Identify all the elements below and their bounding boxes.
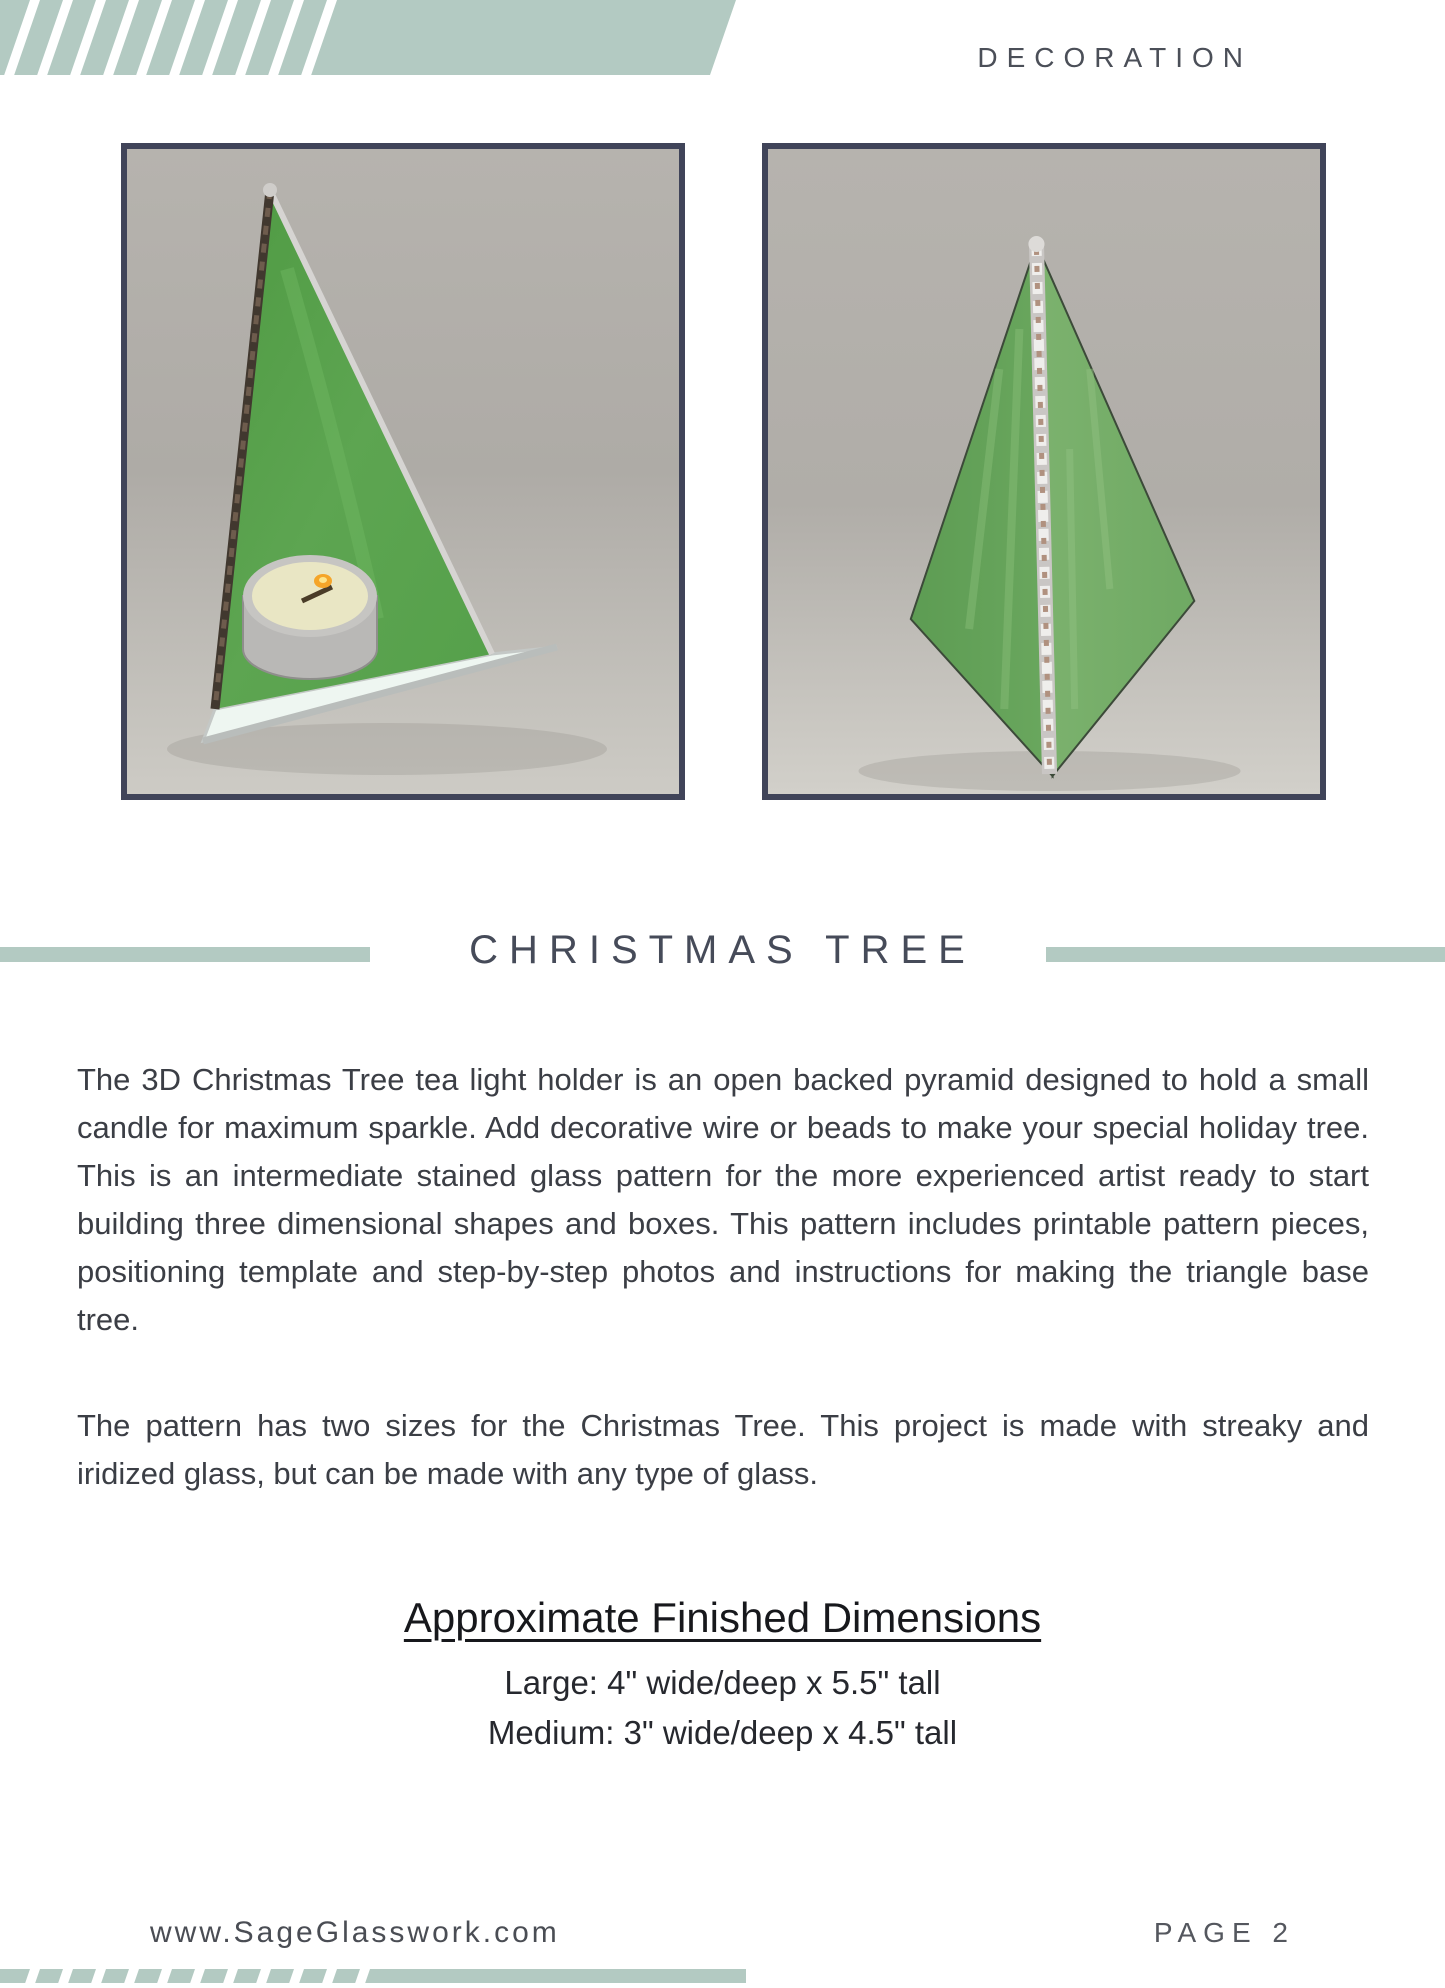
dimensions-heading: Approximate Finished Dimensions — [403, 1594, 1042, 1641]
paragraph-sizes: The pattern has two sizes for the Christmas Tree. This project is made with streaky and iridized glass, but can be made with any type of glass. — [77, 1408, 1369, 1491]
photo-tree-back-beaded — [762, 143, 1326, 800]
apex-solder-blob — [263, 183, 277, 197]
bottom-stripes-decoration — [0, 1969, 760, 1988]
page-title: CHRISTMAS TREE — [469, 928, 976, 972]
tree-front-illustration — [127, 149, 679, 794]
paragraph-description: The 3D Christmas Tree tea light holder is an open backed pyramid designed to hold a small candle for maximum sparkle. Add decorative wire or beads to make your special holiday tree. This is an intermediate stained glass pattern for the more experienced artist ready to start building three dimensional shapes and boxes. This pattern includes printable pattern pieces, positioning template and step-by-step photos and instructions for making the triangle base tree. — [77, 1062, 1369, 1337]
title-row — [0, 928, 1445, 976]
footer-website: www.SageGlasswork.com — [150, 1916, 560, 1949]
dimension-medium: Medium: 3" wide/deep x 4.5" tall — [487, 1714, 958, 1751]
top-stripes-decoration — [0, 0, 760, 80]
tree-back-illustration — [768, 149, 1320, 794]
diagonal-stripes-icon — [0, 0, 760, 75]
photo-tree-front-tealight — [121, 143, 685, 800]
apex-solder-blob — [1028, 236, 1044, 252]
dimensions-section — [0, 1594, 1445, 1758]
body-copy — [77, 1056, 1369, 1498]
diagonal-stripes-icon — [0, 1969, 760, 1983]
footer-page-number: PAGE 2 — [1153, 1917, 1295, 1948]
tea-light-candle — [243, 555, 377, 679]
category-label: DECORATION — [977, 42, 1252, 73]
dimension-large: Large: 4" wide/deep x 5.5" tall — [504, 1664, 941, 1701]
title-rule-right — [1046, 947, 1445, 962]
